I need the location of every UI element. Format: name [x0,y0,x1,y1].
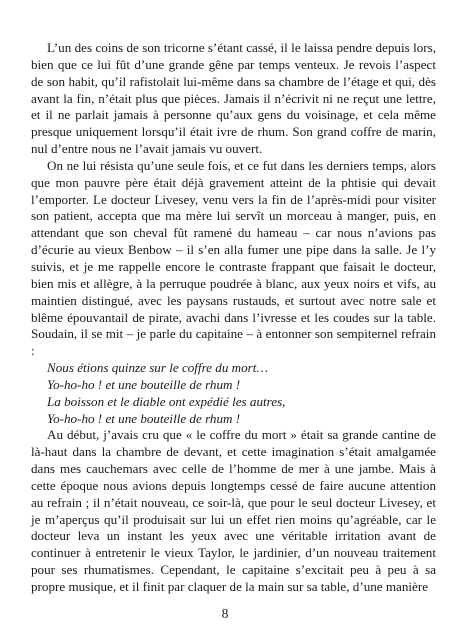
page-body [31,40,436,596]
paragraph-tricorne: L’un des coins de son tricorne s’étant cassé, il le laissa pendre depuis lors, bien que ce lui fût d’une grande gêne par temps venteux. Je revois l’aspect de son habit, qu’il rafistolait lui-même dans sa chambre de l’étage et qui, dès avant la fin, n’était plus que pièces. Jamais il n’écrivit ni ne reçut une lettre, et il ne parlait jamais à personne qu’aux gens du voisinage, et cela même presque uniquement lorsqu’il était ivre de rhum. Son grand coffre de marin, nul d’entre nous ne l’avait jamais vu ouvert. [31,40,436,157]
paragraph-doctor-visit: On ne lui résista qu’une seule fois, et ce fut dans les derniers temps, alors que mon pauvre père était déjà gravement atteint de la phtisie qui devait l’emporter. Le docteur Livesey, venu vers la fin de l’après-midi pour visiter son patient, accepta que ma mère lui servît un morceau à manger, puis, en attendant que son cheval fût ramené du hameau – car nous n’avions pas d’écurie au vieux Benbow – il s’en alla fumer une pipe dans la salle. Je l’y suivis, et je me rappelle encore le contraste frappant que faisait le docteur, bien mis et allègre, à la perruque poudrée à blanc, aux yeux noirs et vifs, au maintien distingué, avec les paysans rustauds, et surtout avec notre sale et blême épouvantail de pirate, avachi dans l’ivresse et les coudes sur la table. Soudain, il se mit – je parle du capitaine – à entonner son sempiternel refrain : [31,157,436,359]
page-number: 8 [221,606,229,621]
paragraph-dead-mans-chest: Au début, j’avais cru que « le coffre du mort » était sa grande cantine de là-haut dans la chambre de devant, et cette imagination s’était amalgamée dans mes cauchemars avec celle de l’homme de mer à une jambe. Mais à cette époque nous avions depuis longtemps cessé de faire aucune attention au refrain ; il n’était nouveau, ce soir-là, que pour le seul docteur Livesey, et je m’aperçus qu’il produisait sur lui un effet rien moins qu’agréable, car le docteur leva un instant les yeux avec une véritable irritation avant de continuer à entretenir le vieux Taylor, le jardinier, d’un nouveau traitement pour ses rhumatismes. Cependant, le capitaine s’excitait peu à peu à sa propre musique, et il finit par claquer de la main sur sa table, d’une manière [31,427,436,594]
verse-line: La boisson et le diable ont expédié les autres, [47,393,286,409]
verse-line: Yo-ho-ho ! et une bouteille de rhum ! [47,376,241,392]
verse-line: Nous étions quinze sur le coffre du mort… [47,360,269,376]
song-verses [31,360,436,427]
verse-line: Yo-ho-ho ! et une bouteille de rhum ! [47,410,241,426]
